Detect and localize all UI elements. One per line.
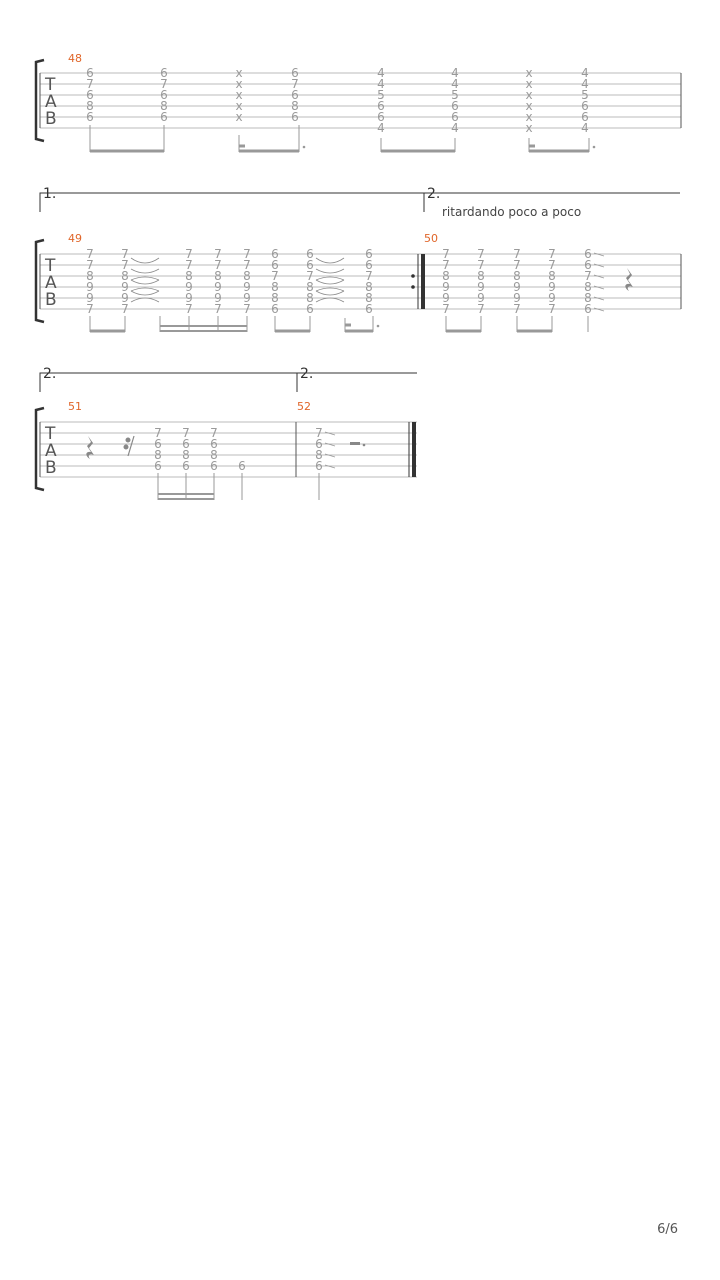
fret-column [377, 66, 385, 135]
fret-number: 8 [160, 99, 168, 113]
fret-number: 6 [315, 459, 323, 473]
tab-clef-b: B [45, 109, 57, 129]
fret-column [235, 66, 242, 124]
fret-number: 7 [86, 302, 94, 316]
fret-number: 8 [291, 99, 299, 113]
fret-number: 6 [160, 88, 168, 102]
fret-column [306, 247, 314, 316]
fret-number: 6 [581, 99, 589, 113]
repeat-barline [411, 254, 425, 309]
fret-number: 6 [584, 247, 592, 261]
fret-number: 8 [185, 269, 193, 283]
volta-label: 2. [427, 186, 441, 202]
fret-column [210, 426, 218, 473]
fret-column [185, 247, 193, 316]
fret-number: 7 [548, 258, 556, 272]
slide-out-marks [325, 432, 335, 468]
fret-number: 8 [442, 269, 450, 283]
fret-number: 6 [584, 258, 592, 272]
fret-number: 6 [451, 99, 459, 113]
quarter-rest [86, 436, 94, 459]
fret-number: 7 [315, 426, 323, 440]
fret-number: 7 [210, 426, 218, 440]
fret-column [214, 247, 222, 316]
measure-number: 52 [297, 400, 311, 413]
fret-column [121, 247, 129, 316]
fret-number: 7 [185, 258, 193, 272]
fret-number: 6 [154, 459, 162, 473]
fret-number: 9 [214, 291, 222, 305]
fret-number: 9 [185, 291, 193, 305]
fret-number: 6 [210, 459, 218, 473]
fret-number: 4 [377, 77, 385, 91]
final-barline [409, 422, 416, 477]
fret-number: 6 [365, 258, 373, 272]
fret-column [584, 247, 592, 316]
fret-number: 7 [477, 247, 485, 261]
fret-number: 6 [306, 247, 314, 261]
fret-number: 9 [214, 280, 222, 294]
fret-number: 6 [291, 110, 299, 124]
fret-number: 9 [442, 291, 450, 305]
fret-number: 6 [306, 258, 314, 272]
fret-number: 8 [306, 280, 314, 294]
tab-clef-b: B [45, 458, 57, 478]
system-1 [36, 52, 681, 152]
fret-column [86, 66, 94, 124]
volta-bracket [40, 373, 417, 392]
fret-number: 8 [477, 269, 485, 283]
fret-number: 7 [185, 302, 193, 316]
fret-column [365, 247, 373, 316]
fret-number: 7 [160, 77, 168, 91]
fret-number: 6 [365, 247, 373, 261]
fret-column [160, 66, 168, 124]
fret-number: 7 [86, 247, 94, 261]
fret-column [451, 66, 459, 135]
fret-number: 7 [86, 258, 94, 272]
fret-number: 9 [86, 291, 94, 305]
rhythm-beams [90, 316, 373, 332]
fret-number: 9 [548, 291, 556, 305]
dead-note: x [525, 88, 533, 102]
fret-number: 8 [315, 448, 323, 462]
volta-label: 2. [300, 366, 314, 382]
fret-number: 7 [214, 247, 222, 261]
fret-column [525, 66, 532, 135]
dot [593, 146, 596, 149]
dead-note: x [235, 77, 243, 91]
fret-number: 8 [210, 448, 218, 462]
measure-number: 48 [68, 52, 82, 65]
fret-number: 4 [451, 121, 459, 135]
fret-number: 7 [121, 258, 129, 272]
fret-number: 9 [477, 280, 485, 294]
fret-number: 7 [291, 77, 299, 91]
fret-number: 7 [365, 269, 373, 283]
fret-number: 6 [271, 258, 279, 272]
fret-column [238, 459, 246, 473]
dot [377, 325, 380, 328]
fret-number: 6 [154, 437, 162, 451]
fret-number: 4 [451, 66, 459, 80]
fret-number: 9 [513, 291, 521, 305]
fret-number: 7 [548, 302, 556, 316]
fret-number: 7 [584, 269, 592, 283]
fret-number: 6 [451, 110, 459, 124]
fret-number: 7 [121, 302, 129, 316]
fret-number: 9 [477, 291, 485, 305]
fret-number: 6 [182, 459, 190, 473]
sixteenth-rest [124, 436, 134, 456]
dead-note: x [235, 99, 243, 113]
fret-column [243, 247, 251, 316]
fret-number: 7 [154, 426, 162, 440]
fret-number: 6 [315, 437, 323, 451]
fret-number: 9 [121, 291, 129, 305]
fret-number: 6 [210, 437, 218, 451]
fret-column [442, 247, 450, 316]
fret-number: 5 [581, 88, 589, 102]
fret-number: 7 [477, 258, 485, 272]
fret-number: 4 [377, 121, 385, 135]
fret-number: 6 [291, 66, 299, 80]
page-number: 6/6 [657, 1222, 678, 1237]
dead-note: x [525, 121, 533, 135]
fret-number: 4 [377, 66, 385, 80]
system-2 [36, 186, 681, 332]
fret-number: 7 [548, 247, 556, 261]
quarter-rest [625, 268, 633, 291]
fret-number: 9 [243, 291, 251, 305]
volta-label: 1. [43, 186, 57, 202]
fret-number: 6 [306, 302, 314, 316]
fret-number: 6 [365, 302, 373, 316]
fret-column [154, 426, 162, 473]
fret-number: 4 [451, 77, 459, 91]
fret-column [291, 66, 299, 124]
fret-number: 6 [271, 247, 279, 261]
fret-number: 4 [581, 66, 589, 80]
fret-number: 7 [477, 302, 485, 316]
fret-number: 9 [185, 280, 193, 294]
dead-note: x [235, 110, 243, 124]
tab-clef-b: B [45, 290, 57, 310]
fret-number: 6 [160, 110, 168, 124]
fret-number: 6 [291, 88, 299, 102]
fret-number: 5 [377, 88, 385, 102]
dead-note: x [525, 77, 533, 91]
tab-clef-a: A [45, 273, 57, 293]
fret-number: 9 [86, 280, 94, 294]
measure-number: 51 [68, 400, 82, 413]
fret-number: 7 [513, 302, 521, 316]
fret-number: 8 [306, 291, 314, 305]
fret-number: 8 [365, 291, 373, 305]
fret-number: 4 [581, 77, 589, 91]
fret-column [581, 66, 589, 135]
fret-number: 8 [271, 280, 279, 294]
fret-number: 7 [513, 258, 521, 272]
dead-note: x [525, 66, 533, 80]
rhythm-beams [446, 316, 588, 332]
fret-number: 8 [584, 280, 592, 294]
fret-number: 8 [121, 269, 129, 283]
rhythm-beams [90, 125, 589, 152]
volta-bracket [40, 193, 680, 212]
tempo-marking: ritardando poco a poco [442, 205, 582, 219]
fret-number: 6 [182, 437, 190, 451]
system-3 [36, 366, 417, 500]
fret-number: 6 [86, 66, 94, 80]
fret-number: 8 [154, 448, 162, 462]
fret-number: 9 [442, 280, 450, 294]
fret-number: 7 [306, 269, 314, 283]
fret-number: 8 [584, 291, 592, 305]
fret-number: 6 [86, 110, 94, 124]
fret-number: 6 [271, 302, 279, 316]
fret-number: 8 [365, 280, 373, 294]
dead-note: x [525, 99, 533, 113]
tab-clef-t: T [45, 424, 56, 444]
fret-column [477, 247, 485, 316]
dead-note: x [525, 110, 533, 124]
fret-number: 8 [243, 269, 251, 283]
fret-number: 7 [182, 426, 190, 440]
dot [303, 146, 306, 149]
measure-number: 49 [68, 232, 82, 245]
dead-note: x [235, 88, 243, 102]
tab-clef-t: T [45, 75, 56, 95]
tab-clef-t: T [45, 256, 56, 276]
slide-out-marks [594, 253, 604, 311]
fret-number: 7 [513, 247, 521, 261]
fret-number: 6 [377, 110, 385, 124]
fret-number: 9 [243, 280, 251, 294]
dead-note: x [235, 66, 243, 80]
fret-number: 8 [86, 99, 94, 113]
fret-number: 8 [513, 269, 521, 283]
fret-column [513, 247, 521, 316]
tab-clef-a: A [45, 92, 57, 112]
fret-number: 7 [271, 269, 279, 283]
fret-number: 7 [442, 302, 450, 316]
fret-number: 9 [513, 280, 521, 294]
fret-number: 6 [160, 66, 168, 80]
fret-number: 5 [451, 88, 459, 102]
fret-number: 7 [442, 258, 450, 272]
fret-column [271, 247, 279, 316]
fret-number: 9 [121, 280, 129, 294]
fret-number: 7 [214, 302, 222, 316]
fret-number: 8 [271, 291, 279, 305]
fret-number: 7 [121, 247, 129, 261]
fret-number: 7 [214, 258, 222, 272]
fret-column [315, 426, 323, 473]
fret-number: 6 [238, 459, 246, 473]
tab-clef-a: A [45, 441, 57, 461]
fret-number: 9 [548, 280, 556, 294]
fret-number: 7 [86, 77, 94, 91]
fret-column [548, 247, 556, 316]
volta-label: 2. [43, 366, 57, 382]
fret-number: 7 [243, 258, 251, 272]
fret-column [182, 426, 190, 473]
measure-number: 50 [424, 232, 438, 245]
fret-number: 4 [581, 121, 589, 135]
fret-number: 8 [214, 269, 222, 283]
fret-number: 7 [185, 247, 193, 261]
fret-column [86, 247, 94, 316]
fret-number: 6 [584, 302, 592, 316]
fret-number: 7 [243, 302, 251, 316]
fret-number: 6 [86, 88, 94, 102]
staff-lines [40, 422, 417, 477]
fret-number: 6 [581, 110, 589, 124]
fret-number: 8 [86, 269, 94, 283]
fret-number: 7 [442, 247, 450, 261]
fret-number: 6 [377, 99, 385, 113]
fret-number: 8 [548, 269, 556, 283]
fret-number: 8 [182, 448, 190, 462]
fret-number: 7 [243, 247, 251, 261]
